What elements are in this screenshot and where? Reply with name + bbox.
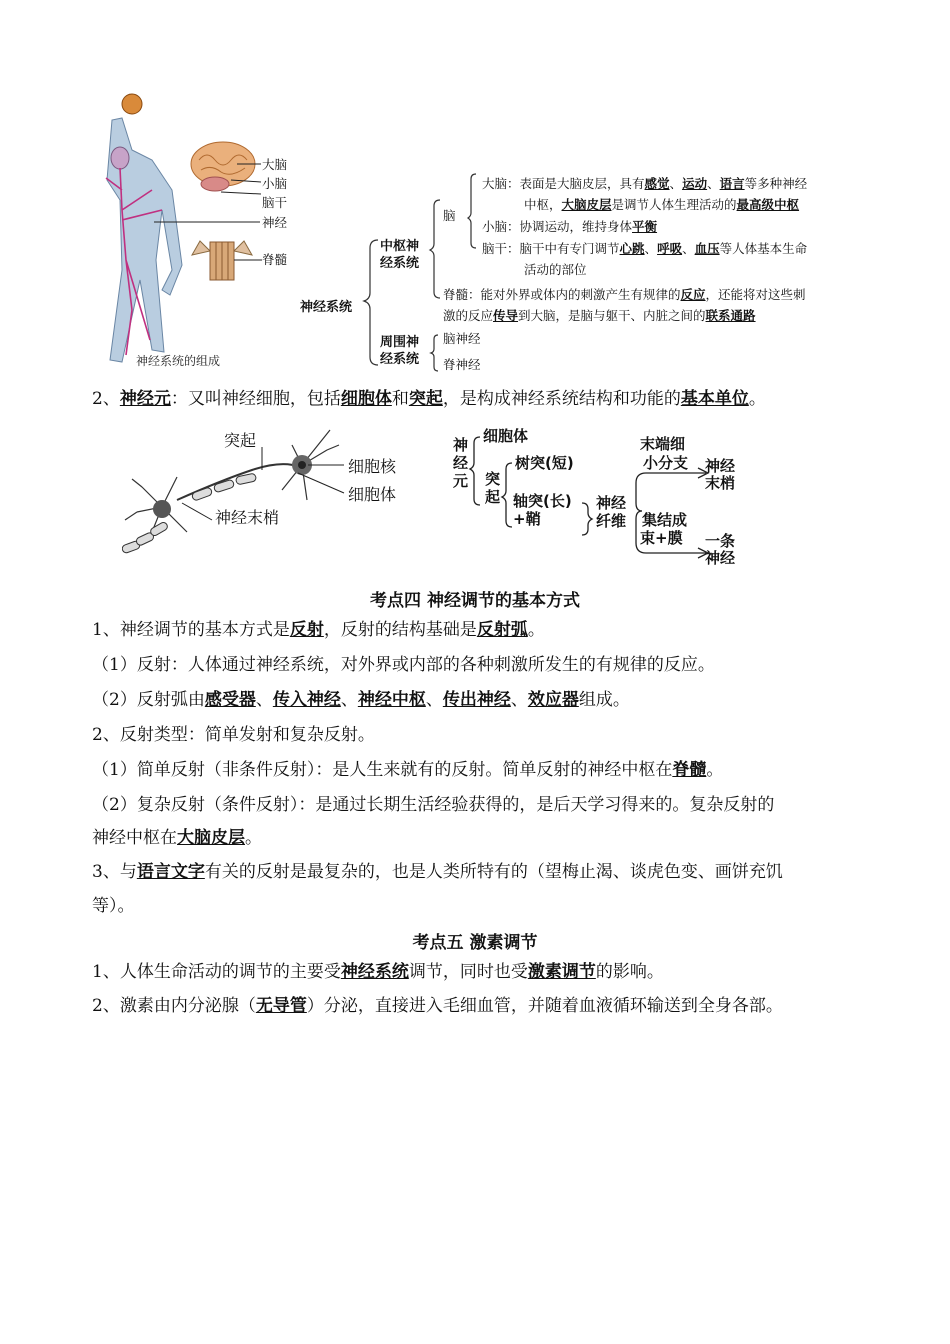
spinal-line-1: 脊髓：能对外界或体内的刺激产生有规律的反应，还能将对这些刺 xyxy=(443,287,806,302)
spinal-cord-image xyxy=(180,236,264,284)
label-cell-body: 细胞体 xyxy=(348,485,397,504)
brainstem-line-2: 活动的部位 xyxy=(524,262,587,277)
s4-line-6: （2）复杂反射（条件反射）：是通过长期生活经验获得的，是后天学习得来的。复杂反射的 xyxy=(92,795,775,815)
tree2-dendrite: 树突(短) xyxy=(515,454,574,472)
tree-spinal-nerve: 脊神经 xyxy=(443,357,481,372)
tree2-cell-body: 细胞体 xyxy=(483,427,529,445)
tree-peripheral: 周围神经系统 xyxy=(380,335,420,367)
s5-line-1: 1、人体生命活动的调节的主要受神经系统调节，同时也受激素调节的影响。 xyxy=(92,962,664,982)
s4-line-5: （1）简单反射（非条件反射）：是人生来就有的反射。简单反射的神经中枢在脊髓。 xyxy=(92,760,724,780)
label-spinal-cord: 脊髓 xyxy=(262,252,288,267)
label-cerebrum: 大脑 xyxy=(262,157,288,172)
tree2-sheath: +鞘 xyxy=(513,510,541,528)
tree2-axon: 轴突(长) xyxy=(513,492,572,510)
tree-root: 神经系统 xyxy=(300,300,353,315)
cerebrum-line-1: 大脑：表面是大脑皮层，具有感觉、运动、语言等多种神经 xyxy=(482,176,808,191)
spinal-line-2: 激的反应传导到大脑，是脑与躯干、内脏之间的联系通路 xyxy=(443,308,756,323)
label-process: 突起 xyxy=(224,431,257,450)
tree2-process: 突起 xyxy=(485,470,501,506)
label-nerve-ending: 神经末梢 xyxy=(215,508,280,527)
tree-brain: 脑 xyxy=(443,208,456,223)
label-brainstem: 脑干 xyxy=(262,195,288,210)
paragraph-neuron: 2、神经元：又叫神经细胞，包括细胞体和突起，是构成神经系统结构和功能的基本单位。 xyxy=(92,389,766,409)
tree2-fiber: 神经纤维 xyxy=(596,494,627,530)
s4-line-1: 1、神经调节的基本方式是反射，反射的结构基础是反射弧。 xyxy=(92,620,545,640)
label-nucleus: 细胞核 xyxy=(348,457,397,476)
human-nervous-system-image xyxy=(92,90,292,372)
brainstem-line-1: 脑干：脑干中有专门调节心跳、呼吸、血压等人体基本生命 xyxy=(482,241,808,256)
cerebellum-line: 小脑：协调运动，维持身体平衡 xyxy=(482,219,658,234)
tree2-bundle-b: 束+膜 xyxy=(640,529,683,547)
s4-line-7: 神经中枢在大脑皮层。 xyxy=(92,828,262,848)
s4-line-3: （2）反射弧由感受器、传入神经、神经中枢、传出神经、效应器组成。 xyxy=(92,690,630,710)
cerebrum-line-2: 中枢，大脑皮层是调节人体生理活动的最高级中枢 xyxy=(524,197,800,212)
tree2-branch-a: 末端细 xyxy=(640,435,686,453)
s4-line-9: 等）。 xyxy=(92,896,135,916)
section4-title: 考点四 神经调节的基本方式 xyxy=(370,591,580,611)
tree-cranial-nerve: 脑神经 xyxy=(443,331,481,346)
tree2-ending: 神经末梢 xyxy=(705,457,736,492)
tree2-branch-b: 小分支 xyxy=(643,454,689,472)
tree2-nerve-a: 一条 xyxy=(705,532,736,550)
s4-line-4: 2、反射类型：简单发射和复杂反射。 xyxy=(92,725,375,745)
figure-caption: 神经系统的组成 xyxy=(136,354,221,368)
label-nerve: 神经 xyxy=(262,215,288,230)
tree2-bundle-a: 集结成 xyxy=(642,511,688,529)
brain-image xyxy=(185,138,265,198)
tree2-nerve-b: 神经 xyxy=(705,549,736,567)
section5-title: 考点五 激素调节 xyxy=(412,933,538,953)
s4-line-8: 3、与语言文字有关的反射是最复杂的，也是人类所特有的（望梅止渴、谈虎色变、画饼充饥 xyxy=(92,862,783,882)
tree2-root: 神经元 xyxy=(453,436,469,490)
tree-central: 中枢神经系统 xyxy=(380,239,420,271)
s4-line-2: （1）反射：人体通过神经系统，对外界或内部的各种刺激所发生的有规律的反应。 xyxy=(92,655,715,675)
label-cerebellum: 小脑 xyxy=(262,176,288,191)
s5-line-2: 2、激素由内分泌腺（无导管）分泌，直接进入毛细血管，并随着血液循环输送到全身各部。 xyxy=(92,996,783,1016)
